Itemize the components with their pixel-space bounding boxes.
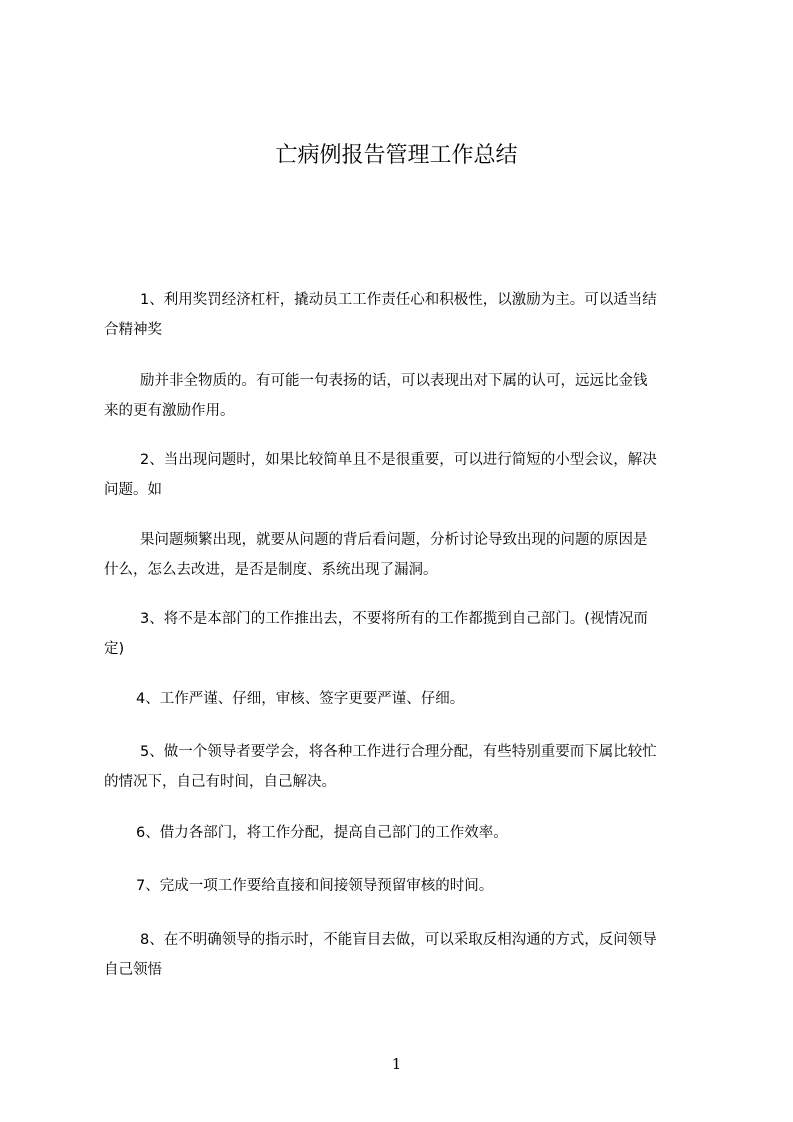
- paragraph-line: 什么，怎么去改进，是否是制度、系统出现了漏洞。: [104, 562, 438, 578]
- paragraph-line: 8、在不明确领导的指示时，不能盲目去做，可以采取反相沟通的方式，反问领导: [140, 932, 657, 948]
- paragraph-2: [104, 366, 714, 426]
- paragraph-line: 来的更有激励作用。: [104, 403, 235, 419]
- paragraph-line: 合精神奖: [104, 322, 162, 338]
- paragraph-line: 定): [104, 641, 125, 657]
- page-number: 1: [391, 1055, 402, 1073]
- paragraph-line: 4、工作严谨、仔细，审核、签字更要严谨、仔细。: [136, 691, 465, 707]
- paragraph-line: 问题。如: [104, 482, 162, 498]
- paragraph-line: 5、做一个领导者要学会，将各种工作进行合理分配，有些特别重要而下属比较忙: [140, 744, 657, 760]
- paragraph-line: 励并非全物质的。有可能一句表扬的话，可以表现出对下属的认可，远远比金钱: [140, 373, 648, 389]
- paragraph-7: [104, 737, 714, 797]
- paragraph-8: [104, 818, 714, 848]
- paragraph-line: 1、利用奖罚经济杠杆，撬动员工工作责任心和积极性，以激励为主。可以适当结: [140, 292, 657, 308]
- paragraph-line: 3、将不是本部门的工作推出去，不要将所有的工作都揽到自己部门。(视情况而: [140, 611, 648, 627]
- document-title: 亡病例报告管理工作总结: [275, 143, 518, 168]
- paragraph-5: [104, 604, 714, 664]
- paragraph-line: 2、当出现问题时，如果比较简单且不是很重要，可以进行简短的小型会议，解决: [140, 452, 657, 468]
- paragraph-line: 的情况下，自己有时间，自己解决。: [104, 774, 336, 790]
- paragraph-line: 果问题频繁出现，就要从问题的背后看问题，分析讨论导致出现的问题的原因是: [140, 532, 648, 548]
- paragraph-10: [104, 925, 714, 985]
- paragraph-9: [104, 871, 714, 901]
- paragraph-line: 6、借力各部门，将工作分配，提高自己部门的工作效率。: [136, 825, 508, 841]
- paragraph-3: [104, 445, 714, 505]
- paragraph-line: 7、完成一项工作要给直接和间接领导预留审核的时间。: [136, 878, 494, 894]
- paragraph-line: 自己领悟: [104, 962, 162, 978]
- paragraph-6: [104, 684, 714, 714]
- paragraph-4: [104, 525, 714, 585]
- paragraph-1: [104, 285, 714, 345]
